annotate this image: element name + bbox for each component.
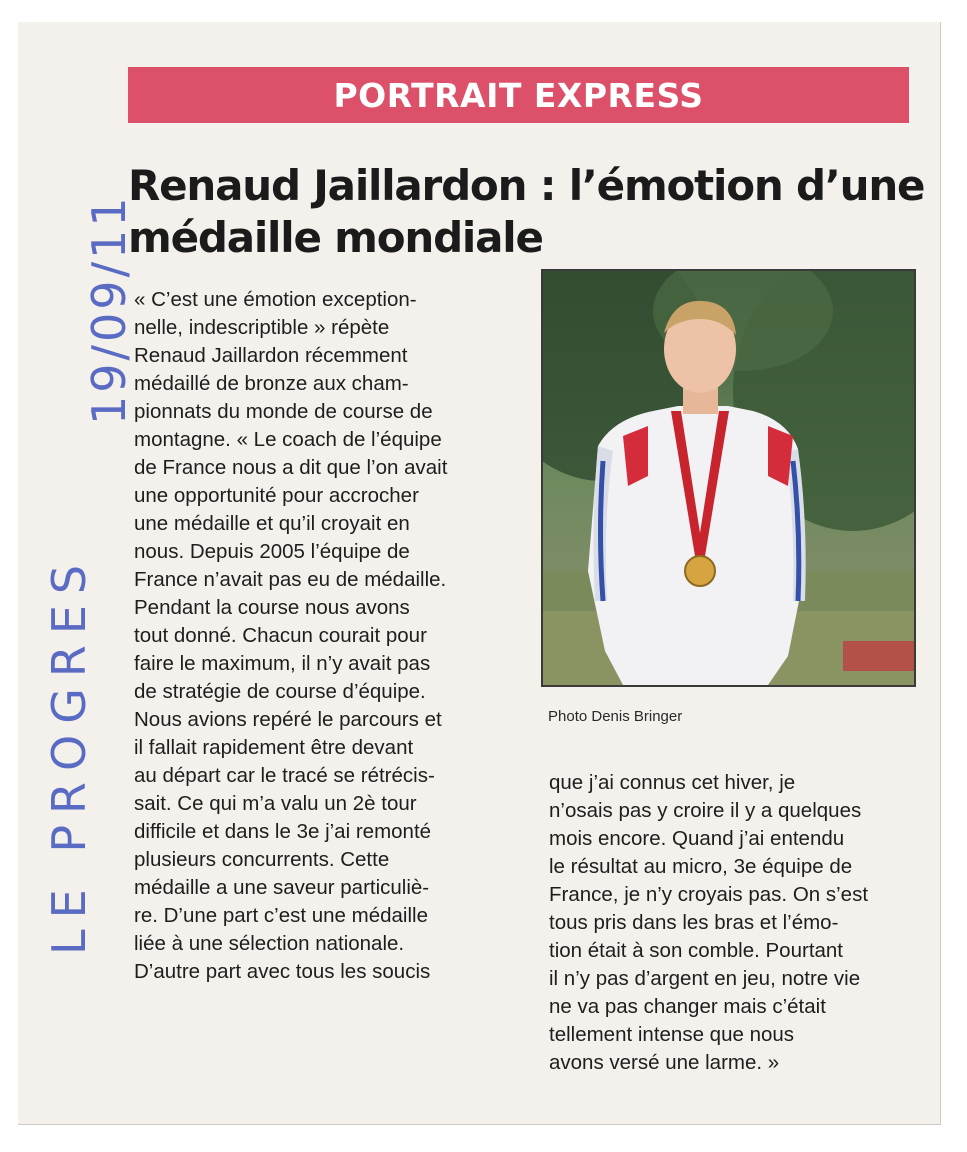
article-body-right-column: que j’ai connus cet hiver, je n’osais pas y croire il y a quelques mois encore. Quand j’ai entendu le résultat au micro, 3e équipe de France, je n’y croyais pas. On s’est tous pris dans les bras et l’émo- tion était à son comble. Pourtant il n’y pas d’argent en jeu, notre vie ne va pas changer mais c’était tellement intense que nous avons versé une larme. » xyxy=(549,771,869,1074)
athlete-photo xyxy=(541,269,916,687)
handwritten-publication: LE PROGRES xyxy=(42,553,96,955)
article-body-left-column: « C’est une émotion exception- nelle, indescriptible » répète Renaud Jaillardon récemment médaillé de bronze aux cham- pionnats du monde de course de montagne. « Le coach de l’équipe de France nous a dit que l’on avait une opportunité pour accrocher une médaille et qu’il croyait en nous. Depuis 2005 l’équipe de France n’avait pas eu de médaille. Pendant la course nous avons tout donné. Chacun courait pour faire le maximum, il n’y avait pas de stratégie de course d’équipe. Nous avions repéré le parcours et il fallait rapidement être devant au départ car le tracé se rétrécis- sait. Ce qui m’a valu un 2è tour difficile et dans le 3e j’ai remonté plusieurs concurrents. Cette médaille a une saveur particuliè- re. D’une part c’est une médaille liée à une sélection nationale. D’autre part avec tous les soucis xyxy=(134,288,448,983)
photo-credit: Photo Denis Bringer xyxy=(548,708,683,725)
handwritten-annotation xyxy=(42,194,136,955)
article-headline: Renaud Jaillardon : l’émotion d’une médaille mondiale xyxy=(128,161,925,262)
section-banner xyxy=(128,67,909,123)
section-banner-label: PORTRAIT EXPRESS xyxy=(333,75,704,115)
handwritten-date: 19/09/11 xyxy=(82,194,136,425)
